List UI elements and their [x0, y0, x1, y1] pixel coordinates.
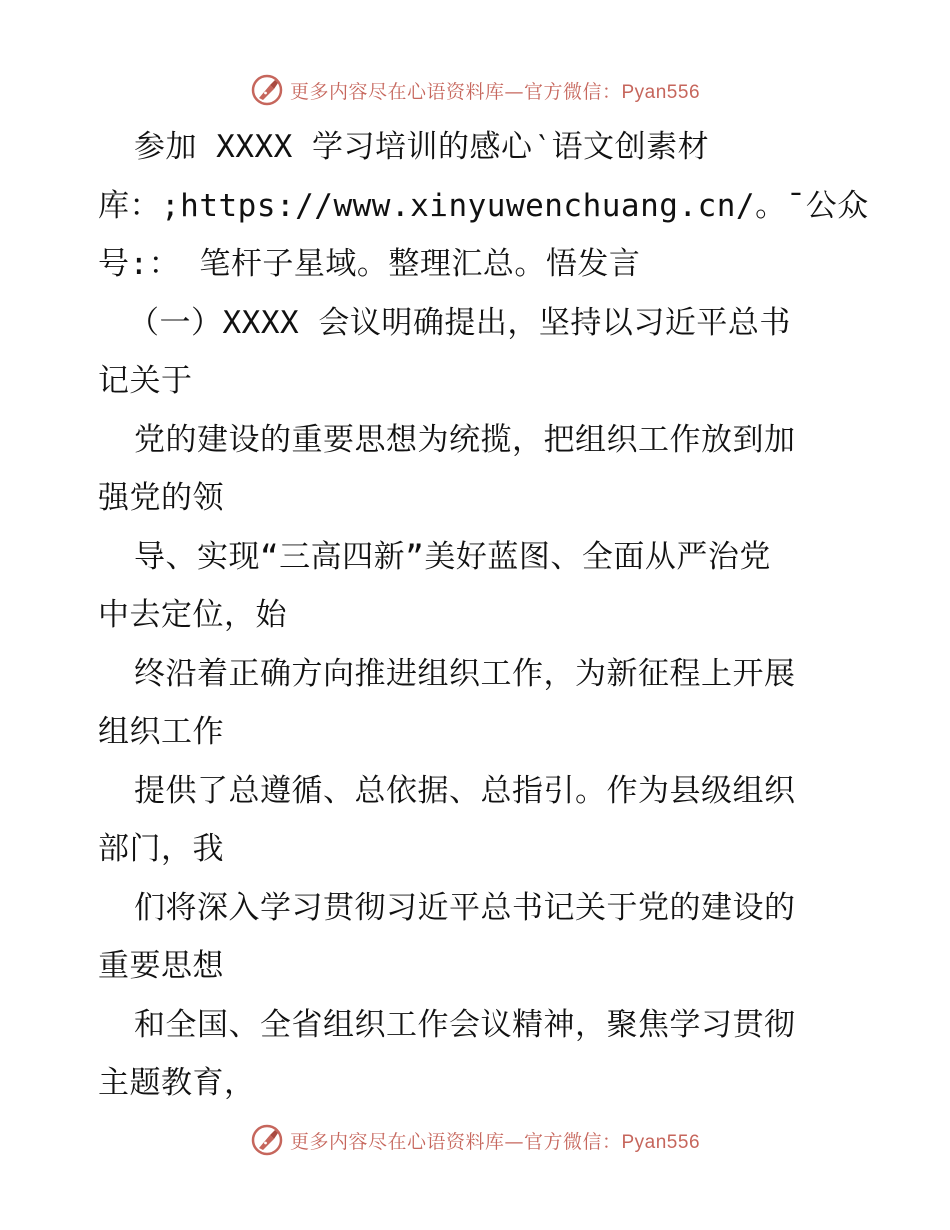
- banner-text: [290, 77, 700, 104]
- pen-nib-logo-icon: [250, 73, 284, 107]
- footer-banner: [0, 1120, 950, 1160]
- text-line: 组织工作: [98, 714, 224, 750]
- text-line: （一）XXXX 会议明确提出，坚持以习近平总书: [128, 304, 791, 341]
- text-line: 提供了总遵循、总依据、总指引。作为县级组织: [134, 772, 796, 809]
- text-line: 终沿着正确方向推进组织工作，为新征程上开展: [134, 655, 796, 692]
- text-line: 部门，我: [98, 831, 224, 867]
- banner-wechat-id: Pyan556: [621, 1131, 701, 1153]
- text-line: 们将深入学习贯彻习近平总书记关于党的建设的: [134, 889, 796, 926]
- text-line: 中去定位，始: [98, 597, 287, 633]
- header-banner: [0, 70, 950, 110]
- document-body: [98, 118, 869, 1113]
- pen-nib-logo-icon: [250, 1123, 284, 1157]
- text-line: 强党的领: [98, 480, 224, 516]
- text-line: 参加 XXXX 学习培训的感心‵语文创素材: [134, 129, 710, 165]
- text-line: 主题教育，: [98, 1065, 256, 1101]
- text-line: 号:： 笔杆子星域。整理汇总。悟发言: [98, 246, 641, 282]
- banner-label: 更多内容尽在心语资料库—官方微信：: [289, 1130, 622, 1153]
- text-line: 导、实现“三高四新”美好蓝图、全面从严治党: [134, 538, 771, 575]
- banner-wechat-id: Pyan556: [621, 81, 701, 103]
- text-line: 重要思想: [98, 948, 224, 984]
- text-line: 库：;https://www.xinyuwenchuang.cn/。¯公众: [98, 187, 869, 224]
- banner-label: 更多内容尽在心语资料库—官方微信：: [289, 80, 622, 103]
- text-line: 记关于: [98, 363, 193, 399]
- text-line: 党的建设的重要思想为统揽，把组织工作放到加: [134, 421, 796, 458]
- banner-text: [290, 1127, 700, 1154]
- text-line: 和全国、全省组织工作会议精神，聚焦学习贯彻: [134, 1006, 796, 1043]
